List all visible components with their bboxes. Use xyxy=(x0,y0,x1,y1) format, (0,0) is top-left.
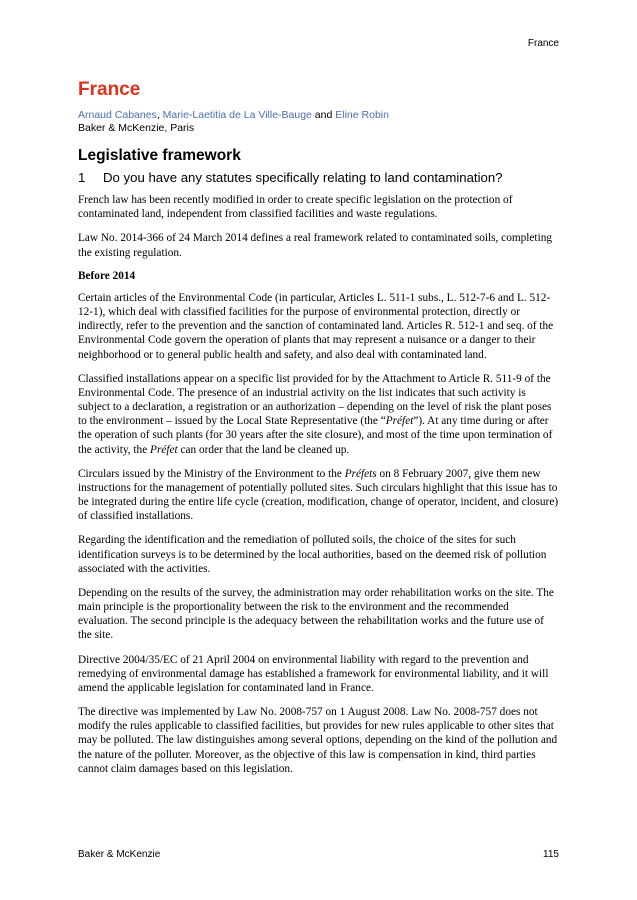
question-heading xyxy=(78,170,560,185)
subheading-before-2014: Before 2014 xyxy=(78,269,136,282)
author-link-robin[interactable]: Eline Robin xyxy=(335,108,389,121)
page-content xyxy=(78,80,560,786)
paragraph-4-text-b: ”). At any time during or after the operation of such plants (for 30 years after the site closure), and most of the time upon termination of the activity, the xyxy=(78,415,553,456)
paragraph-4-text-c: can order that the land be cleaned up. xyxy=(177,443,350,456)
running-header: France xyxy=(527,38,559,49)
page-title: France xyxy=(78,79,141,100)
prefet-term: Préfet xyxy=(385,415,414,428)
author-link-cabanes[interactable]: Arnaud Cabanes xyxy=(78,108,157,121)
paragraph-8: Directive 2004/35/EC of 21 April 2004 on environmental liability with regard to the prevention and remedying of environmental damage has established a framework for environmental liability, and it will amend the applicable legislation for contaminated land in France. xyxy=(78,653,549,694)
paragraph-3: Certain articles of the Environmental Code (in particular, Articles L. 511-1 subs., L. 512-7-6 and L. 512-12-1), which deal with classified facilities for the purpose of environmental protection, directly or indirectly, refer to the prevention and the sanction of contaminated land. Articles R. 512-1 and seq. of the Environmental Code govern the operation of plants that may represent a nuisance or a danger to their neighborhood or to general public health and safety, and also deal with contaminated land. xyxy=(78,291,554,361)
paragraph-5-text-a: Circulars issued by the Ministry of the Environment to the xyxy=(78,467,345,480)
author-line xyxy=(78,109,560,122)
footer-firm: Baker & McKenzie xyxy=(78,849,161,860)
paragraph-2: Law No. 2014-366 of 24 March 2014 defines a real framework related to contaminated soils, completing the existing regulation. xyxy=(78,232,553,259)
question-text: Do you have any statutes specifically relating to land contamination? xyxy=(103,170,503,186)
section-heading: Legislative framework xyxy=(78,147,241,165)
paragraph-5-text-b: on 8 February 2007, give them new instructions for the management of potentially polluted sites. Such circulars highlight that this issue has to be integrated during the entire life cycle (creation, modification, change of operator, incident, and closure) of classified installations. xyxy=(78,467,559,523)
author-separator: , xyxy=(156,108,163,121)
paragraph-4 xyxy=(78,372,560,457)
author-link-ville-bauge[interactable]: Marie-Laetitia de La Ville-Bauge xyxy=(162,108,312,121)
firm-line: Baker & McKenzie, Paris xyxy=(78,122,195,135)
paragraph-5 xyxy=(78,467,560,524)
author-separator-and: and xyxy=(311,108,336,121)
paragraph-1: French law has been recently modified in order to create specific legislation on the protection of contaminated land, independent from classified facilities and waste regulations. xyxy=(78,194,513,221)
prefets-term: Préfets xyxy=(344,467,377,480)
question-number: 1 xyxy=(78,170,86,186)
paragraph-4-text-a: Classified installations appear on a specific list provided for by the Attachment to Article R. 511-9 of the Environmental Code. The presence of an industrial activity on the list indicates that such activity is subject to a declaration, a registration or an authorization – depending on the level of risk the plant poses to the environment – issued by the Local State Representative (the “ xyxy=(78,372,552,428)
paragraph-9: The directive was implemented by Law No. 2008-757 on 1 August 2008. Law No. 2008-757 does not modify the rules applicable to classified facilities, but provides for new rules applicable to other sites that may be polluted. The law distinguishes among several options, depending on the kind of the pollution and the nature of the polluter. Moreover, as the objective of this law is compensation in kind, third parties cannot claim damages based on this legislation. xyxy=(78,706,558,775)
paragraph-7: Depending on the results of the survey, the administration may order rehabilitation works on the site. The main principle is the proportionality between the risk to the environment and the recommended evaluation. The second principle is the adequacy between the rehabilitation works and the future use of the site. xyxy=(78,586,554,642)
page-number: 115 xyxy=(543,849,559,860)
prefet-term: Préfet xyxy=(150,443,178,456)
paragraph-6: Regarding the identification and the remediation of polluted soils, the choice of the sites for such identification surveys is to be determined by the local authorities, based on the deemed risk of pollution associated with the activities. xyxy=(78,534,547,575)
